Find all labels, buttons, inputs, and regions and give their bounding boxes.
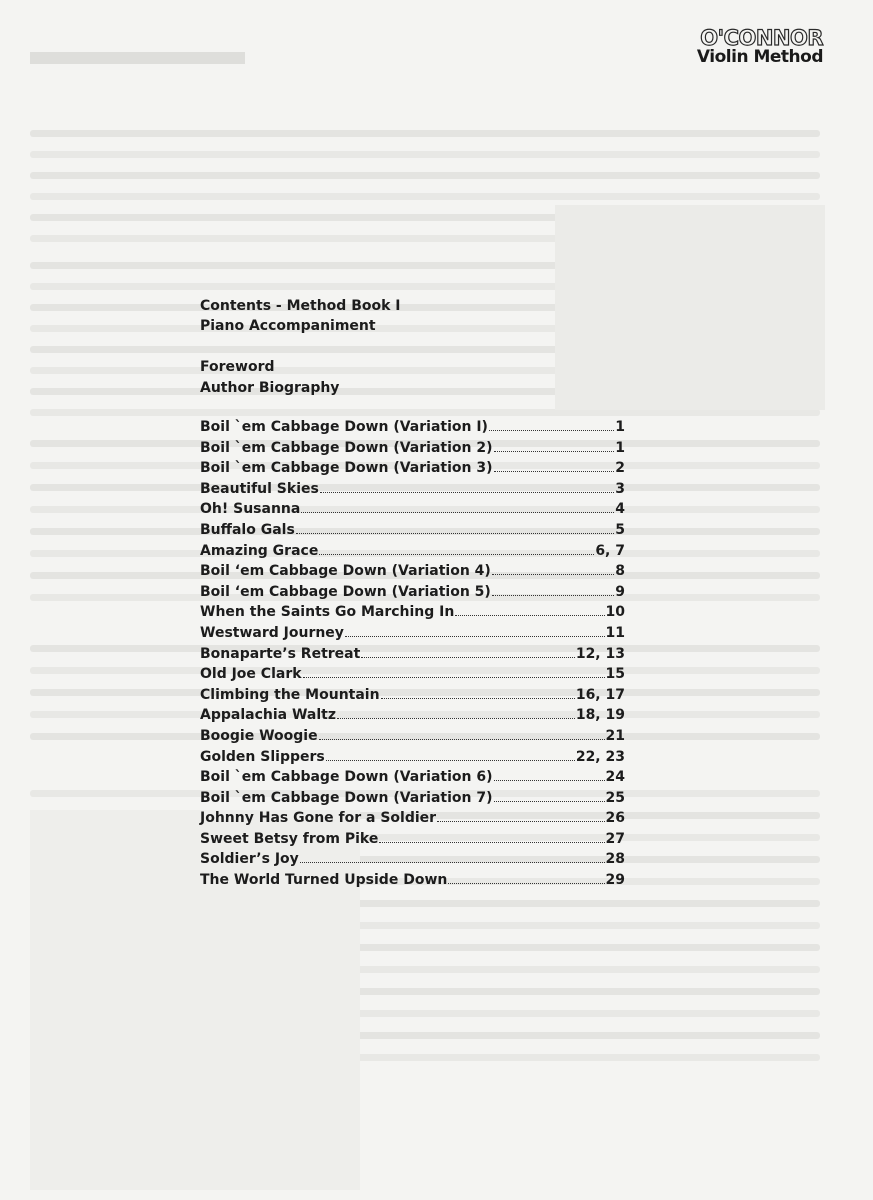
contents-entry [200,788,625,809]
bleed-line [30,151,820,158]
dot-leader [337,706,575,719]
entry-page-number: 26 [605,810,625,827]
contents-entry [200,438,625,459]
dot-leader [345,624,605,637]
contents-entry [200,417,625,438]
entry-page-number: 6, 7 [595,542,625,559]
entry-title: Boil `em Cabbage Down (Variation 3) [200,460,493,477]
entry-title: Boil `em Cabbage Down (Variation 6) [200,769,493,786]
contents-entry [200,726,625,747]
brand-logo [697,28,823,66]
contents-entry [200,644,625,665]
entry-page-number: 24 [605,769,625,786]
entry-title: Boogie Woogie [200,727,318,744]
contents-entry [200,541,625,562]
contents-entry [200,499,625,520]
bleed-through-header [30,52,245,64]
entry-title: Amazing Grace [200,542,319,559]
entry-title: Soldier’s Joy [200,851,299,868]
dot-leader [448,871,604,884]
entry-title: Boil ‘em Cabbage Down (Variation 4) [200,563,491,580]
contents-entry [200,623,625,644]
dot-leader [381,686,575,699]
contents-entry [200,582,625,603]
contents-entry [200,829,625,850]
entry-title: Boil `em Cabbage Down (Variation 2) [200,439,493,456]
dot-leader [301,500,614,513]
dot-leader [489,418,614,431]
entry-title: Boil `em Cabbage Down (Variation I) [200,419,488,435]
contents-entry [200,767,625,788]
front-matter-item: Foreword [200,359,275,375]
dot-leader [326,748,575,761]
dot-leader [492,562,614,575]
table-of-contents [200,296,625,891]
dot-leader [494,459,615,472]
contents-entry [200,458,625,479]
entry-page-number: 11 [605,624,625,641]
entry-page-number: 16, 17 [575,686,625,703]
entry-page-number: 28 [605,851,625,868]
entry-title: Old Joe Clark [200,666,302,683]
contents-entry [200,602,625,623]
entry-page-number: 25 [605,789,625,806]
contents-subtitle: Piano Accompaniment [200,318,376,334]
contents-entry [200,520,625,541]
entry-title: Appalachia Waltz [200,707,336,724]
bleed-line [30,130,820,137]
entry-title: Climbing the Mountain [200,686,380,703]
contents-title: Contents - Method Book I [200,298,401,314]
contents-entries [200,417,625,891]
entry-title: When the Saints Go Marching In [200,604,455,621]
dot-leader [494,439,615,452]
entry-page-number: 4 [615,501,625,518]
entry-title: Sweet Betsy from Pike [200,830,379,847]
entry-title: Golden Slippers [200,748,325,765]
dot-leader [296,521,614,534]
brand-line-2: Violin Method [696,47,823,67]
dot-leader [361,645,575,658]
entry-page-number: 15 [605,666,625,683]
dot-leader [319,727,605,740]
entry-title: Johnny Has Gone for a Soldier [200,810,437,827]
entry-page-number: 22, 23 [575,748,625,765]
contents-entry [200,685,625,706]
entry-page-number: 29 [605,872,625,889]
entry-title: Boil `em Cabbage Down (Variation 7) [200,789,493,806]
entry-title: Bonaparte’s Retreat [200,645,361,662]
dot-leader [494,789,605,802]
entry-page-number: 8 [615,563,625,580]
entry-title: Oh! Susanna [200,501,301,518]
entry-page-number: 3 [615,480,625,497]
entry-page-number: 1 [615,439,625,456]
dot-leader [320,480,614,493]
contents-entry [200,561,625,582]
entry-page-number: 9 [615,583,625,600]
entry-page-number: 18, 19 [575,707,625,724]
entry-title: Boil ‘em Cabbage Down (Variation 5) [200,583,491,600]
brand-line-1: O'CONNOR [700,26,823,50]
contents-entry [200,747,625,768]
dot-leader [300,850,605,863]
contents-entry [200,849,625,870]
entry-page-number: 5 [615,521,625,538]
entry-title: Westward Journey [200,624,344,641]
entry-page-number: 2 [615,460,625,477]
entry-page-number: 12, 13 [575,645,625,662]
contents-entry [200,870,625,891]
front-matter-item: Author Biography [200,380,340,396]
dot-leader [492,583,614,596]
dot-leader [494,768,605,781]
entry-title: The World Turned Upside Down [200,872,448,889]
entry-title: Buffalo Gals [200,521,295,538]
front-matter [200,357,625,399]
bleed-line [30,172,820,179]
entry-title: Beautiful Skies [200,480,319,497]
entry-page-number: 27 [605,830,625,847]
bleed-line [30,193,820,200]
dot-leader [319,542,594,555]
entry-page-number: 21 [605,727,625,744]
entry-page-number: 10 [605,604,625,621]
dot-leader [437,809,604,822]
contents-entry [200,705,625,726]
contents-entry [200,808,625,829]
dot-leader [303,665,605,678]
entry-page-number: 1 [615,419,625,435]
contents-entry [200,664,625,685]
dot-leader [455,603,604,616]
contents-entry [200,479,625,500]
dot-leader [379,830,604,843]
